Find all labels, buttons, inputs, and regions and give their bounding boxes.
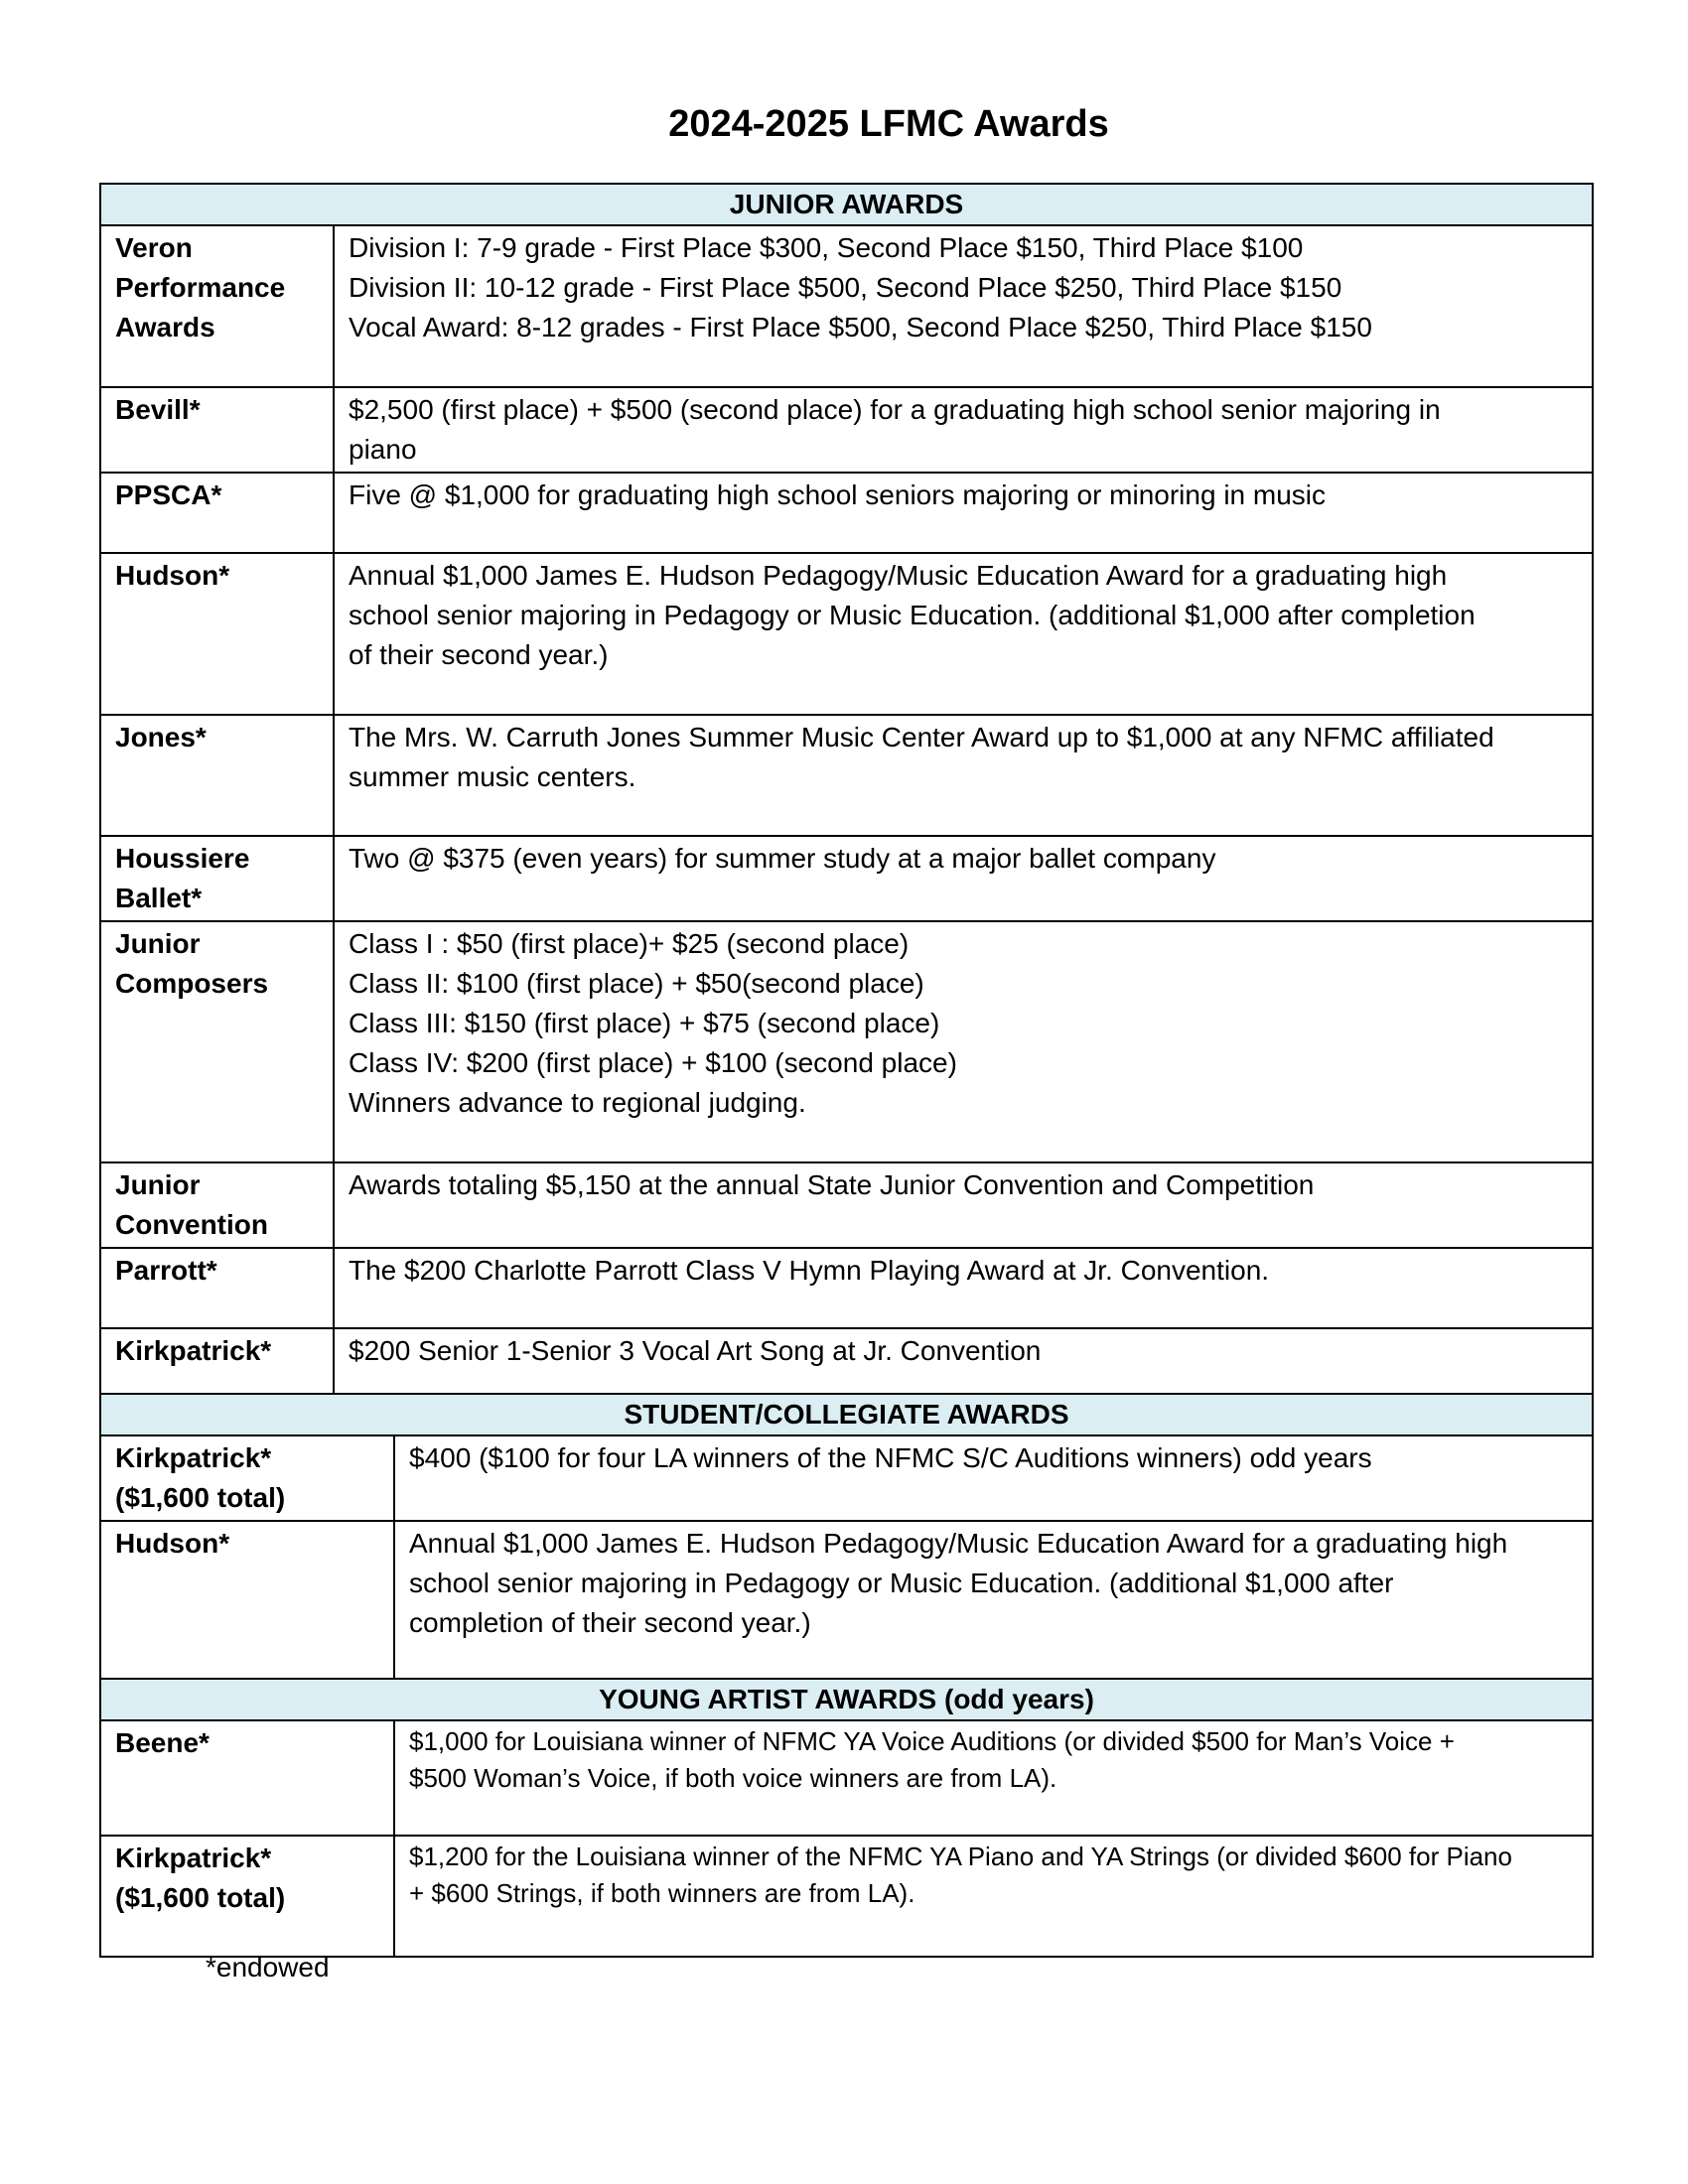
- description-line: Class III: $150 (first place) + $75 (second place): [349, 1008, 940, 1038]
- description-line: Division II: 10-12 grade - First Place $500, Second Place $250, Third Place $150: [349, 272, 1342, 303]
- description-line: Five @ $1,000 for graduating high school seniors majoring or minoring in music: [349, 479, 1327, 510]
- award-name-line: Kirkpatrick*: [115, 1843, 272, 1873]
- award-row-junior-composers: [100, 921, 1593, 1162]
- award-name-line: Convention: [115, 1209, 268, 1240]
- award-description: [334, 387, 1593, 473]
- award-name-line: Bevill*: [115, 394, 201, 425]
- description-line: $200 Senior 1-Senior 3 Vocal Art Song at Jr. Convention: [349, 1335, 1042, 1366]
- award-row-bevill: [100, 387, 1593, 473]
- award-name-line: Parrott*: [115, 1255, 217, 1286]
- description-line: Annual $1,000 James E. Hudson Pedagogy/Music Education Award for a graduating high: [409, 1528, 1508, 1559]
- award-name-line: PPSCA*: [115, 479, 222, 510]
- award-name-line: Composers: [115, 968, 269, 999]
- description-line: Division I: 7-9 grade - First Place $300, Second Place $150, Third Place $100: [349, 232, 1304, 263]
- award-name: [100, 836, 334, 921]
- award-name-line: Junior: [115, 1169, 201, 1200]
- award-name-line: Veron: [115, 232, 193, 263]
- description-line: The Mrs. W. Carruth Jones Summer Music Center Award up to $1,000 at any NFMC affiliated: [349, 722, 1494, 752]
- award-row-veron: [100, 225, 1593, 387]
- collegiate-awards-table: [99, 1393, 1594, 1684]
- description-line: Awards totaling $5,150 at the annual State Junior Convention and Competition: [349, 1169, 1315, 1200]
- description-line: school senior majoring in Pedagogy or Music Education. (additional $1,000 after completion: [349, 600, 1476, 630]
- award-row-parrott: [100, 1248, 1593, 1328]
- award-description: [394, 1435, 1593, 1521]
- description-line: Winners advance to regional judging.: [349, 1087, 806, 1118]
- award-name-line: Kirkpatrick*: [115, 1335, 272, 1366]
- award-name: [100, 1435, 394, 1521]
- award-description: [334, 1248, 1593, 1328]
- award-description: [394, 1836, 1593, 1957]
- description-line: $500 Woman’s Voice, if both voice winners are from LA).: [409, 1763, 1057, 1793]
- award-description: [334, 553, 1593, 715]
- award-name: [100, 1521, 394, 1683]
- description-line: $400 ($100 for four LA winners of the NFMC S/C Auditions winners) odd years: [409, 1442, 1372, 1473]
- award-name: [100, 1836, 394, 1957]
- description-line: Vocal Award: 8-12 grades - First Place $500, Second Place $250, Third Place $150: [349, 312, 1372, 342]
- award-name-line: Awards: [115, 312, 215, 342]
- description-line: $1,200 for the Louisiana winner of the NFMC YA Piano and YA Strings (or divided $600 for Piano: [409, 1842, 1512, 1871]
- award-row-kirkpatrick-collegiate: [100, 1435, 1593, 1521]
- award-name-line: Hudson*: [115, 1528, 230, 1559]
- award-description: [394, 1521, 1593, 1683]
- endowed-footnote: *endowed: [206, 1952, 330, 1982]
- award-row-kirkpatrick-ya: [100, 1836, 1593, 1957]
- description-line: The $200 Charlotte Parrott Class V Hymn Playing Award at Jr. Convention.: [349, 1255, 1270, 1286]
- award-row-hudson: [100, 553, 1593, 715]
- young-artist-awards-header: YOUNG ARTIST AWARDS (odd years): [100, 1679, 1593, 1720]
- award-description: [334, 473, 1593, 553]
- award-row-ppsca: [100, 473, 1593, 553]
- award-row-jones: [100, 715, 1593, 836]
- description-line: completion of their second year.): [409, 1607, 811, 1638]
- award-description: [334, 921, 1593, 1162]
- award-description: [334, 836, 1593, 921]
- description-line: $2,500 (first place) + $500 (second place) for a graduating high school senior majoring in: [349, 394, 1441, 425]
- description-line: Class II: $100 (first place) + $50(second place): [349, 968, 924, 999]
- award-name: [100, 387, 334, 473]
- award-name-line: Beene*: [115, 1727, 210, 1758]
- description-line: $1,000 for Louisiana winner of NFMC YA Voice Auditions (or divided $500 for Man’s Voice +: [409, 1726, 1455, 1756]
- award-name: [100, 715, 334, 836]
- page-title: 2024-2025 LFMC Awards: [668, 103, 1109, 145]
- junior-awards-table: [99, 183, 1594, 1410]
- description-line: of their second year.): [349, 639, 609, 670]
- award-description: [334, 225, 1593, 387]
- award-description: [394, 1720, 1593, 1836]
- award-row-junior-convention: [100, 1162, 1593, 1248]
- junior-awards-header: JUNIOR AWARDS: [100, 184, 1593, 225]
- description-line: Class I : $50 (first place)+ $25 (second place): [349, 928, 910, 959]
- description-line: Two @ $375 (even years) for summer study at a major ballet company: [349, 843, 1216, 874]
- description-line: + $600 Strings, if both winners are from LA).: [409, 1878, 915, 1908]
- award-name-line: Kirkpatrick*: [115, 1442, 272, 1473]
- award-name-line: ($1,600 total): [115, 1882, 286, 1913]
- description-line: Class IV: $200 (first place) + $100 (second place): [349, 1047, 957, 1078]
- award-name-line: Ballet*: [115, 883, 203, 913]
- award-description: [334, 1162, 1593, 1248]
- award-name-line: Performance: [115, 272, 286, 303]
- award-name: [100, 1720, 394, 1836]
- award-name-line: Junior: [115, 928, 201, 959]
- award-row-hudson-collegiate: [100, 1521, 1593, 1683]
- description-line: summer music centers.: [349, 761, 636, 792]
- young-artist-awards-table: [99, 1678, 1594, 1958]
- description-line: piano: [349, 434, 417, 465]
- description-line: school senior majoring in Pedagogy or Music Education. (additional $1,000 after: [409, 1568, 1394, 1598]
- award-name-line: Jones*: [115, 722, 207, 752]
- award-name-line: ($1,600 total): [115, 1482, 286, 1513]
- award-name: [100, 473, 334, 553]
- award-description: [334, 715, 1593, 836]
- award-row-beene: [100, 1720, 1593, 1836]
- award-name: [100, 553, 334, 715]
- collegiate-awards-header: STUDENT/COLLEGIATE AWARDS: [100, 1394, 1593, 1435]
- award-name-line: Hudson*: [115, 560, 230, 591]
- award-name: [100, 1248, 334, 1328]
- award-name-line: Houssiere: [115, 843, 250, 874]
- award-row-houssiere: [100, 836, 1593, 921]
- description-line: Annual $1,000 James E. Hudson Pedagogy/Music Education Award for a graduating high: [349, 560, 1448, 591]
- award-name: [100, 1162, 334, 1248]
- award-name: [100, 225, 334, 387]
- award-name: [100, 921, 334, 1162]
